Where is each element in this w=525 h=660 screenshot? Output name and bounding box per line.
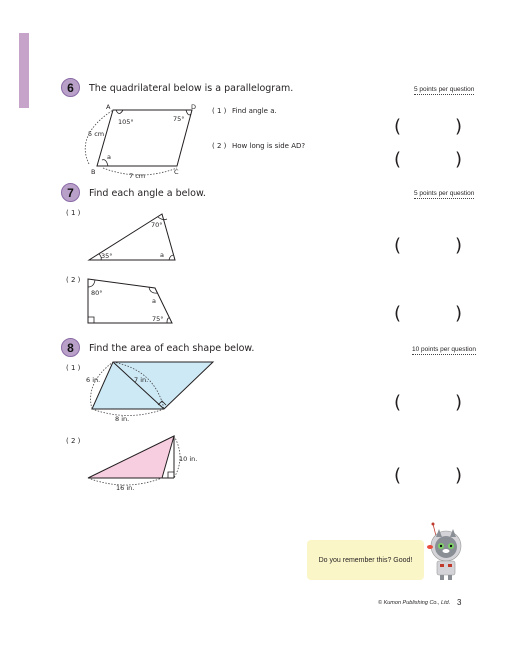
parallelogram-figure xyxy=(85,100,205,180)
q7-angle-35: 35° xyxy=(101,252,113,260)
speech-text: Do you remember this? Good! xyxy=(318,556,413,564)
question-8-number: 8 xyxy=(61,338,80,357)
side-bc-label: 7 cm xyxy=(129,172,146,180)
question-8-points: 10 points per question xyxy=(412,346,476,353)
answer-open-paren: ( xyxy=(394,235,402,256)
question-7-text: Find each angle a below. xyxy=(89,188,206,199)
vertex-c: C xyxy=(174,168,179,176)
side-tab xyxy=(19,33,29,108)
side-ab-label: 5 cm xyxy=(88,130,105,138)
angle-b-variable: a xyxy=(107,153,111,161)
q8-base-8in: 8 in. xyxy=(115,415,130,423)
answer-close-paren: ) xyxy=(455,392,463,413)
vertex-b: B xyxy=(91,168,96,176)
q8-side-6in: 6 in. xyxy=(86,376,101,384)
page-number: 3 xyxy=(457,598,462,607)
q8-triangle-figure xyxy=(82,430,202,495)
q7-angle-75: 75° xyxy=(152,315,164,323)
angle-d-label: 75° xyxy=(173,115,185,123)
q8-height-10in: 10 in. xyxy=(179,455,198,463)
q7-quadrilateral-figure xyxy=(85,276,185,331)
question-6-points: 5 points per question xyxy=(414,86,475,93)
answer-close-paren: ) xyxy=(455,235,463,256)
question-6-number: 6 xyxy=(61,78,80,97)
q8-sub1-number: ( 1 ) xyxy=(66,364,81,372)
q8-base-16in: 16 in. xyxy=(116,484,135,492)
speech-bubble xyxy=(307,540,424,580)
angle-a-label: 105° xyxy=(118,118,134,126)
answer-close-paren: ) xyxy=(455,303,463,324)
q6-sub2-text: How long is side AD? xyxy=(232,142,306,150)
answer-close-paren: ) xyxy=(455,116,463,137)
q8-sub2-number: ( 2 ) xyxy=(66,437,81,445)
q7-angle-a: a xyxy=(160,251,164,259)
question-7-number: 7 xyxy=(61,183,80,202)
q8-parallelogram-figure xyxy=(80,358,220,430)
answer-open-paren: ( xyxy=(394,465,402,486)
vertex-a: A xyxy=(106,103,111,111)
answer-open-paren: ( xyxy=(394,149,402,170)
answer-close-paren: ) xyxy=(455,465,463,486)
answer-open-paren: ( xyxy=(394,116,402,137)
q7-angle-70: 70° xyxy=(151,221,163,229)
answer-open-paren: ( xyxy=(394,303,402,324)
q6-sub2-number: ( 2 ) xyxy=(212,142,227,150)
q6-sub1-text: Find angle a. xyxy=(232,107,277,115)
q7-angle-a: a xyxy=(152,297,156,305)
copyright: © Kumon Publishing Co., Ltd. xyxy=(378,600,451,606)
q6-sub1-number: ( 1 ) xyxy=(212,107,227,115)
q7-sub2-number: ( 2 ) xyxy=(66,276,81,284)
cat-mascot-icon xyxy=(420,520,475,582)
q7-angle-80: 80° xyxy=(91,289,103,297)
vertex-d: D xyxy=(191,103,197,111)
question-8-text: Find the area of each shape below. xyxy=(89,343,255,354)
q7-triangle-figure xyxy=(85,210,185,265)
question-7-points: 5 points per question xyxy=(414,190,475,197)
answer-open-paren: ( xyxy=(394,392,402,413)
q8-diag-7in: 7 in. xyxy=(134,376,149,384)
answer-close-paren: ) xyxy=(455,149,463,170)
question-6-text: The quadrilateral below is a parallelogram. xyxy=(89,83,294,94)
q7-sub1-number: ( 1 ) xyxy=(66,209,81,217)
